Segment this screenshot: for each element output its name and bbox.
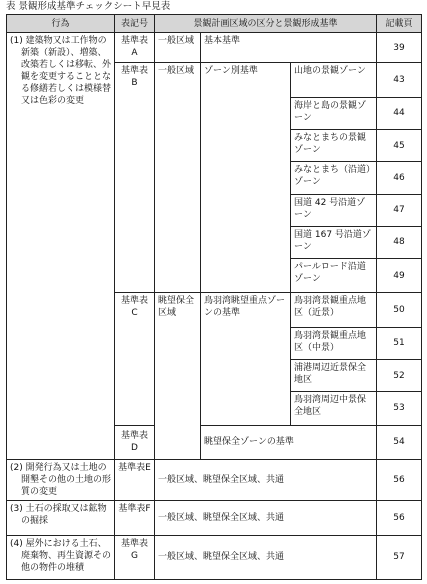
page-v2: 51	[377, 327, 422, 359]
page-z6: 48	[377, 226, 422, 258]
page-v3: 52	[377, 360, 422, 392]
area-general: 一般区域	[155, 33, 201, 63]
page-a: 39	[377, 33, 422, 63]
area-combined-g: 一般区域、眺望保全区域、共通	[155, 535, 377, 579]
page-z5: 47	[377, 194, 422, 226]
area-zone: ゾーン別基準	[201, 63, 291, 293]
header-criteria: 景観計画区域の区分と景観形成基準	[155, 15, 377, 33]
code-f: 基準表F	[115, 501, 155, 535]
act-stockpiling: (4) 屋外における土石、廃棄物、再生資源その他の物件の堆積	[7, 535, 115, 579]
zone-port-town: みなとまちの景観ゾーン	[291, 130, 377, 162]
zone-ura-port: 浦港周辺近景保全地区	[291, 360, 377, 392]
code-c: 基準表C	[115, 293, 155, 425]
page-z3: 45	[377, 130, 422, 162]
area-toba-bay-view: 鳥羽湾眺望重点ゾーンの基準	[201, 293, 291, 425]
area-view-zone: 眺望保全ゾーンの基準	[201, 425, 377, 459]
zone-toba-near: 鳥羽湾景観重点地区（近景）	[291, 293, 377, 327]
area-general-b: 一般区域	[155, 63, 201, 293]
zone-toba-surround: 鳥羽湾周辺中景保全地区	[291, 392, 377, 425]
act-building: (1) 建築物又は工作物の新築（新設）、増築、改築若しくは移転、外観を変更することとなる修繕若しくは模様替又は色彩の変更	[7, 33, 115, 460]
page-z2: 44	[377, 97, 422, 129]
page-f: 56	[377, 501, 422, 535]
zone-mountain: 山地の景観ゾーン	[291, 63, 377, 97]
code-d: 基準表D	[115, 425, 155, 459]
act-development: (2) 開発行為又は土地の開墾その他の土地の形質の変更	[7, 459, 115, 500]
zone-pearl-road: パールロード沿道ゾーン	[291, 259, 377, 293]
table-row	[7, 535, 422, 579]
header-act: 行為	[7, 15, 115, 33]
table-row	[7, 459, 422, 500]
code-e: 基準表E	[115, 459, 155, 500]
page-d: 54	[377, 425, 422, 459]
page-g: 57	[377, 535, 422, 579]
header-page: 記載頁	[377, 15, 422, 33]
header-table-no: 表記号	[115, 15, 155, 33]
code-b: 基準表B	[115, 63, 155, 293]
zone-port-town-road: みなとまち（沿道）ゾーン	[291, 162, 377, 194]
page-z1: 43	[377, 63, 422, 97]
area-basic: 基本基準	[201, 33, 377, 63]
area-view-conservation: 眺望保全区域	[155, 293, 201, 459]
page-e: 56	[377, 459, 422, 500]
page-z7: 49	[377, 259, 422, 293]
act-excavation: (3) 土石の採取又は鉱物の掘採	[7, 501, 115, 535]
area-combined-e: 一般区域、眺望保全区域、共通	[155, 459, 377, 500]
page-v1: 50	[377, 293, 422, 327]
code-g: 基準表G	[115, 535, 155, 579]
table-row	[7, 33, 422, 63]
code-a: 基準表A	[115, 33, 155, 63]
zone-toba-middle: 鳥羽湾景観重点地区（中景）	[291, 327, 377, 359]
page-v4: 53	[377, 392, 422, 425]
zone-route-42: 国道 42 号沿道ゾーン	[291, 194, 377, 226]
area-combined-f: 一般区域、眺望保全区域、共通	[155, 501, 377, 535]
zone-route-167: 国道 167 号沿道ゾーン	[291, 226, 377, 258]
table-row	[7, 501, 422, 535]
page-z4: 46	[377, 162, 422, 194]
table-caption: 表 景観形成基準チェックシート早見表	[6, 1, 171, 12]
zone-coast-island: 海岸と島の景観ゾーン	[291, 97, 377, 129]
landscape-criteria-checklist-table	[6, 14, 422, 580]
